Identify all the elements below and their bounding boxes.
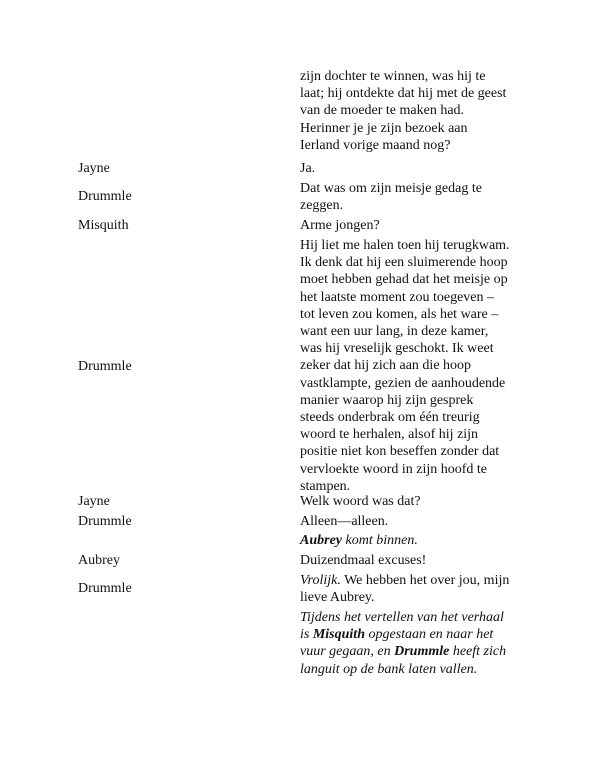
dialogue-text: zijn dochter te winnen, was hij te laat; hij ontdekte dat hij met de geest van de moeder te maken had. Herinner je je zijn bezoek aan Ierland vorige maand nog? [300,69,507,153]
dialogue-text: Duizendmaal excuses! [300,553,427,568]
dialogue-text: Alleen—alleen. [300,514,389,529]
speaker-name: Misquith [78,218,129,233]
speaker-name: Drummle [78,359,132,374]
speaker-name: Jayne [78,494,110,509]
dialogue-text: Vrolijk. We hebben het over jou, mijn lieve Aubrey. [300,573,510,606]
dialogue-text: Welk woord was dat? [300,494,421,509]
character-name: Drummle [394,644,450,660]
character-name: Aubrey [300,533,342,548]
speaker-name: Aubrey [78,553,120,568]
stage-direction-text: Aubrey komt binnen. [300,533,418,548]
dialogue-text: Arme jongen? [300,218,380,233]
character-name: Misquith [312,627,365,643]
speaker-name: Drummle [78,189,132,204]
dialogue-text: Hij liet me halen toen hij terugkwam. Ik denk dat hij een sluimerende hoop moet hebben gehad dat het meisje op het laatste moment zou toegeven – tot leven zou komen, als het ware – want een uur lang, in deze kamer, was hij vreselijk geschokt. Ik weet zeker dat hij zich aan die hoop vastklampte, gezien de aanhoudende manier waarop hij zijn gesprek steeds onderbrak om één treurig woord te herhalen, alsof hij zijn positie niet kon beseffen zonder dat vervloekte woord in zijn hoofd te stampen. [300,238,510,494]
speaker-name: Drummle [78,581,132,596]
dialogue-text: Ja. [300,161,316,176]
speaker-name: Jayne [78,161,110,176]
stage-direction-inline: Vrolijk. [300,573,341,588]
speaker-name: Drummle [78,514,132,529]
dialogue-text: Dat was om zijn meisje gedag te zeggen. [300,181,482,214]
stage-direction-text: Tijdens het vertellen van het verhaal is Misquith opgestaan en naar het vuur gegaan, en Drummle heeft zich languit op de bank laten vallen. [300,610,507,677]
